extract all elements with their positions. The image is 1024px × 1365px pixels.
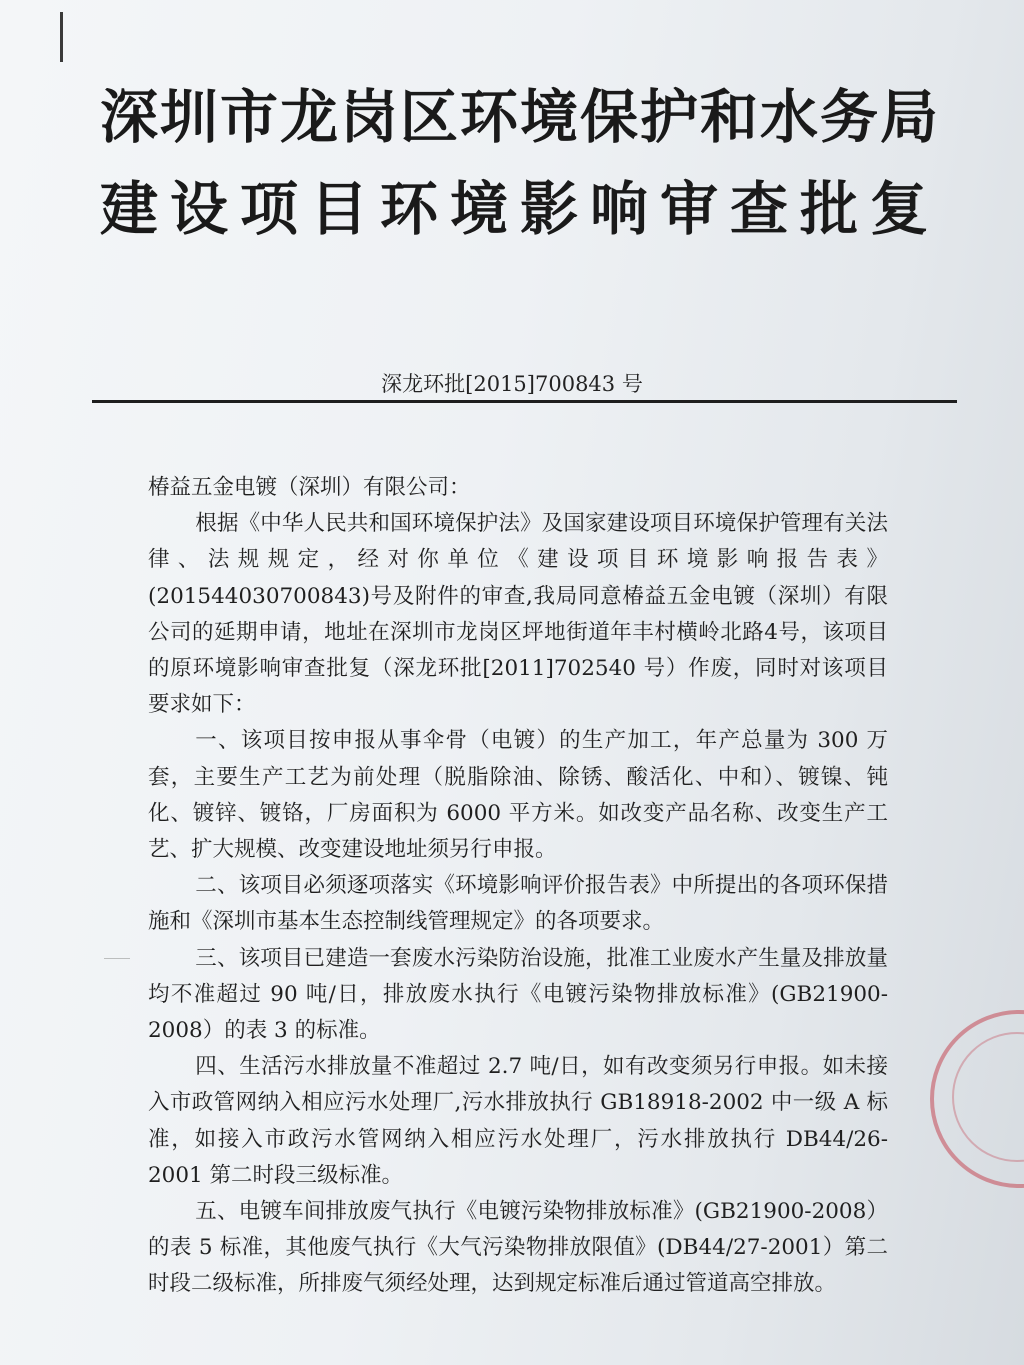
header-divider xyxy=(92,400,957,403)
issuing-authority-title: 深圳市龙岗区环境保护和水务局 xyxy=(100,83,941,151)
requirement-4: 四、生活污水排放量不准超过 2.7 吨/日，如有改变须另行申报。如未接入市政管网纳入相应污水处理厂,污水排放执行 GB18918-2002 中一级 A 标准，如接入市政污水管网纳入相应污水处理厂，污水排放执行 DB44/26-2001 第二时段三级标准。 xyxy=(148,1054,888,1188)
requirement-2: 二、该项目必须逐项落实《环境影响评价报告表》中所提出的各项环保措施和《深圳市基本生态控制线管理规定》的各项要求。 xyxy=(148,873,888,935)
addressee: 椿益五金电镀（深圳）有限公司： xyxy=(148,475,471,500)
requirement-3: 三、该项目已建造一套废水污染防治设施，批准工业废水产生量及排放量均不准超过 90 吨/日，排放废水执行《电镀污染物排放标准》(GB21900-2008）的表 3 的标准。 xyxy=(148,945,888,1044)
requirement-1: 一、该项目按申报从事伞骨（电镀）的生产加工，年产总量为 300 万套，主要生产工艺为前处理（脱脂除油、除锈、酸活化、中和）、镀镍、钝化、镀锌、镀铬，厂房面积为 6000 平方米。如改变产品名称、改变生产工艺、扩大规模、改变建设地址须另行申报。 xyxy=(148,728,888,863)
binding-mark xyxy=(60,12,63,62)
seal-inner-ring xyxy=(952,1032,1024,1162)
intro-paragraph: 根据《中华人民共和国环境保护法》及国家建设项目环境保护管理有关法律、法规规定，经对你单位《建设项目环境影响报告表》(201544030700843)号及附件的审查,我局同意椿益五金电镀（深圳）有限公司的延期申请，地址在深圳市龙岗区坪地街道年丰村横岭北路4号，该项目的原环境影响审查批复（深龙环批[2011]702540 号）作废，同时对该项目要求如下： xyxy=(148,511,888,718)
requirement-5: 五、电镀车间排放废气执行《电镀污染物排放标准》(GB21900-2008）的表 5 标准，其他废气执行《大气污染物排放限值》(DB44/27-2001）第二时段二级标准，所排废气须经处理，达到规定标准后通过管道高空排放。 xyxy=(148,1199,888,1297)
document-type-title: 建设项目环境影响审查批复 xyxy=(100,175,941,243)
official-seal-stamp xyxy=(930,1010,1024,1188)
document-body xyxy=(148,470,888,1303)
document-number: 深龙环批[2015]700843 号 xyxy=(381,372,643,396)
margin-mark xyxy=(104,958,130,965)
